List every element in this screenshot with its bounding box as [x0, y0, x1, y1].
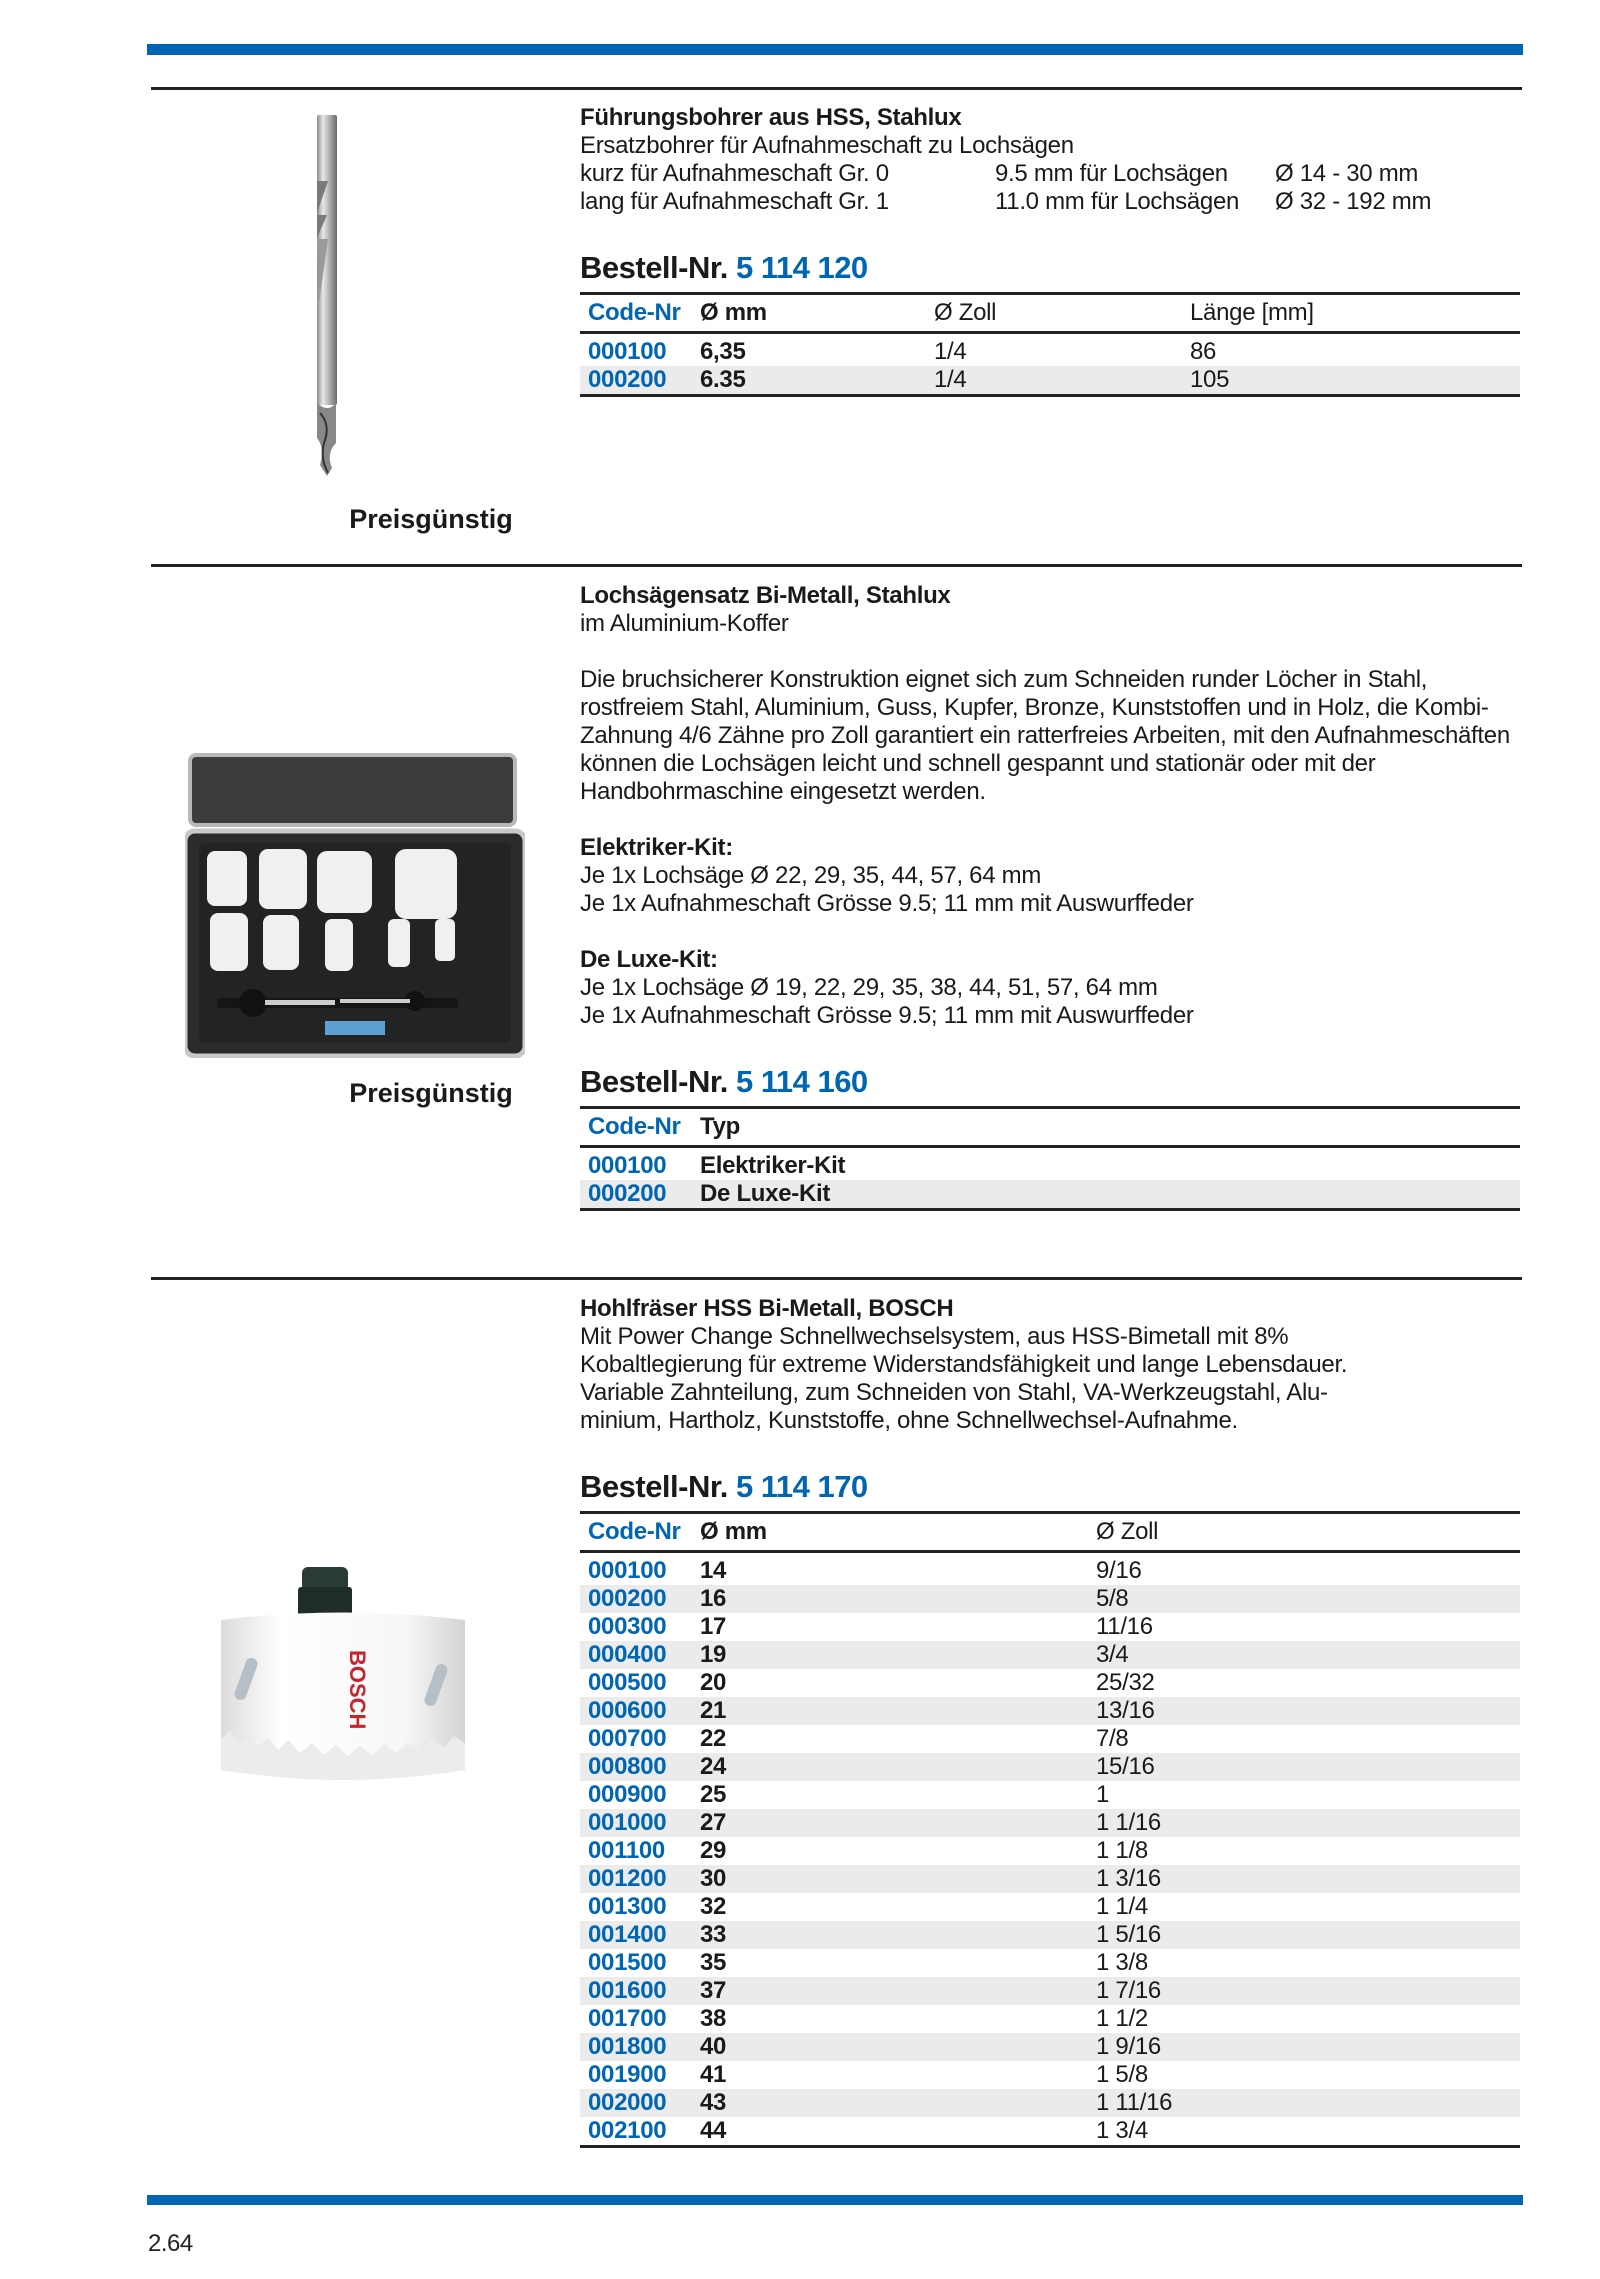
- order-label: Bestell-Nr.: [580, 1469, 728, 1504]
- section-divider: [151, 1277, 1522, 1280]
- code-cell: 001800: [580, 2033, 692, 2061]
- table-row: [580, 1809, 1520, 1837]
- inch-cell: 1/4: [934, 338, 967, 365]
- inch-cell: 11/16: [1096, 1613, 1153, 1640]
- inch-cell: 1 7/16: [1088, 1977, 1520, 2005]
- col-header-mm: Ø mm: [700, 299, 767, 326]
- code-cell: 001000: [580, 1809, 692, 1837]
- code-cell: 001700: [588, 2005, 667, 2032]
- spec-shaft: 9.5 mm für Lochsägen: [995, 160, 1228, 187]
- inch-cell: 1 9/16: [1088, 2033, 1520, 2061]
- code-cell: 000500: [588, 1669, 667, 1696]
- table-row: [580, 1669, 1520, 1697]
- inch-cell: 3/4: [1088, 1641, 1520, 1669]
- mm-cell: 6.35: [692, 366, 926, 396]
- table-row: [580, 2061, 1520, 2089]
- table-row: [580, 1893, 1520, 1921]
- inch-cell: 1: [1096, 1781, 1110, 1808]
- code-cell: 000700: [588, 1725, 667, 1752]
- table-row: [580, 1585, 1520, 1613]
- code-cell: 001600: [580, 1977, 692, 2005]
- product-subtitle: Ersatzbohrer für Aufnahmeschaft zu Lochsägen: [580, 132, 1074, 159]
- table-row: [580, 1147, 1520, 1181]
- table-row: [580, 2089, 1520, 2117]
- code-cell: 000600: [580, 1697, 692, 1725]
- spec-label: lang für Aufnahmeschaft Gr. 1: [580, 188, 889, 215]
- section-divider: [151, 87, 1522, 90]
- table-row: [580, 1180, 1520, 1210]
- code-cell: 000100: [588, 1557, 667, 1584]
- mm-cell: 27: [692, 1809, 1088, 1837]
- product-description-line: Variable Zahnteilung, zum Schneiden von Stahl, VA-Werkzeugstahl, Alu-: [580, 1379, 1328, 1406]
- kit-title: De Luxe-Kit:: [580, 946, 718, 973]
- code-cell: 000400: [580, 1641, 692, 1669]
- col-header-code: Code-Nr: [588, 299, 681, 326]
- order-number: 5 114 160: [735, 1064, 868, 1099]
- mm-cell: 25: [700, 1781, 727, 1808]
- inch-cell: 1 1/8: [1096, 1837, 1148, 1864]
- mm-cell: 38: [700, 2005, 727, 2032]
- length-cell: 105: [1182, 366, 1520, 396]
- table-row: [580, 1725, 1520, 1753]
- table-row: [580, 2033, 1520, 2061]
- table-row: [580, 1552, 1520, 1586]
- order-number-heading: [580, 1064, 1520, 1100]
- mm-cell: 43: [692, 2089, 1088, 2117]
- table-row: [580, 1837, 1520, 1865]
- order-number-heading: [580, 1469, 1520, 1505]
- code-cell: 002000: [580, 2089, 692, 2117]
- table-row: [580, 2005, 1520, 2033]
- kit-title: Elektriker-Kit:: [580, 834, 733, 861]
- order-number: 5 114 120: [735, 250, 868, 285]
- table-row: [580, 1697, 1520, 1725]
- mm-cell: 29: [700, 1837, 727, 1864]
- footer-accent-bar: [147, 2195, 1523, 2205]
- product-subtitle: im Aluminium-Koffer: [580, 610, 789, 637]
- code-cell: 000300: [588, 1613, 667, 1640]
- col-header-mm: Ø mm: [700, 1518, 767, 1545]
- order-number-heading: [580, 250, 1520, 286]
- inch-cell: 1 1/16: [1088, 1809, 1520, 1837]
- mm-cell: 17: [700, 1613, 727, 1640]
- product-description-line: Kobaltlegierung für extreme Widerstandsfähigkeit und lange Lebensdauer.: [580, 1351, 1348, 1378]
- inch-cell: 1 1/4: [1096, 1893, 1148, 1920]
- mm-cell: 22: [700, 1725, 727, 1752]
- mm-cell: 21: [692, 1697, 1088, 1725]
- table-row: [580, 1865, 1520, 1893]
- code-cell: 000800: [580, 1753, 692, 1781]
- product-description-line: Mit Power Change Schnellwechselsystem, aus HSS-Bimetall mit 8%: [580, 1323, 1289, 1350]
- table-row: [580, 1781, 1520, 1809]
- code-cell: 001900: [588, 2061, 667, 2088]
- mm-cell: 40: [692, 2033, 1088, 2061]
- product-table: [580, 292, 1520, 397]
- table-row: [580, 1949, 1520, 1977]
- inch-cell: 1 5/8: [1096, 2061, 1148, 2088]
- col-header-inch: Ø Zoll: [934, 299, 997, 326]
- header-accent-bar: [147, 44, 1523, 55]
- inch-cell: 1 3/16: [1088, 1865, 1520, 1893]
- code-cell: 001200: [580, 1865, 692, 1893]
- price-badge: Preisgünstig: [349, 1078, 513, 1108]
- inch-cell: 1/4: [926, 366, 1182, 396]
- table-row: [580, 1613, 1520, 1641]
- spec-range: Ø 14 - 30 mm: [1275, 160, 1419, 187]
- spec-range: Ø 32 - 192 mm: [1275, 188, 1432, 215]
- order-label: Bestell-Nr.: [580, 250, 728, 285]
- inch-cell: 25/32: [1096, 1669, 1155, 1696]
- col-header-length: Länge [mm]: [1190, 299, 1314, 326]
- code-cell: 002100: [588, 2117, 667, 2144]
- mm-cell: 24: [692, 1753, 1088, 1781]
- mm-cell: 30: [692, 1865, 1088, 1893]
- code-cell: 000900: [588, 1781, 667, 1808]
- code-cell: 001500: [588, 1949, 667, 1976]
- section-divider: [151, 564, 1522, 567]
- table-row: [580, 1977, 1520, 2005]
- mm-cell: 35: [700, 1949, 727, 1976]
- mm-cell: 32: [700, 1893, 727, 1920]
- type-cell: De Luxe-Kit: [692, 1180, 1520, 1210]
- price-badge: Preisgünstig: [349, 504, 513, 534]
- mm-cell: 16: [692, 1585, 1088, 1613]
- mm-cell: 33: [692, 1921, 1088, 1949]
- spec-label: kurz für Aufnahmeschaft Gr. 0: [580, 160, 889, 187]
- table-row: [580, 2117, 1520, 2147]
- code-cell: 000100: [588, 338, 667, 365]
- length-cell: 86: [1190, 338, 1217, 365]
- inch-cell: 1 11/16: [1088, 2089, 1520, 2117]
- inch-cell: 1 1/2: [1096, 2005, 1148, 2032]
- product-description-line: minium, Hartholz, Kunststoffe, ohne Schnellwechsel-Aufnahme.: [580, 1407, 1238, 1434]
- order-number: 5 114 170: [735, 1469, 868, 1504]
- bosch-hole-saw-icon: [218, 1565, 468, 1790]
- code-cell: 000100: [588, 1152, 667, 1179]
- order-label: Bestell-Nr.: [580, 1064, 728, 1099]
- product-description: Die bruchsicherer Konstruktion eignet sich zum Schneiden runder Löcher in Stahl, rostfreiem Stahl, Aluminium, Guss, Kupfer, Bronze, Kunststoffen und in Holz, die Kombi-Zahnung 4/6 Zähne pro Zoll garantiert ein ratterfreies Arbeiten, mit den Aufnahmeschäften können die Lochsägen leicht und schnell gespannt und stationär oder mit der Handbohrmaschine eingesetzt werden.: [580, 666, 1510, 805]
- code-cell: 001400: [580, 1921, 692, 1949]
- mm-cell: 14: [700, 1557, 727, 1584]
- col-header-code: Code-Nr: [588, 1518, 681, 1545]
- mm-cell: 44: [700, 2117, 727, 2144]
- kit-line: Je 1x Lochsäge Ø 19, 22, 29, 35, 38, 44, 51, 57, 64 mm: [580, 974, 1158, 1001]
- inch-cell: 9/16: [1096, 1557, 1142, 1584]
- mm-cell: 6,35: [700, 338, 746, 365]
- stahlux-logo: [325, 1021, 385, 1035]
- kit-line: Je 1x Aufnahmeschaft Grösse 9.5; 11 mm mit Auswurffeder: [580, 1002, 1194, 1029]
- product-title: Hohlfräser HSS Bi-Metall, BOSCH: [580, 1295, 954, 1322]
- product-title: Lochsägensatz Bi-Metall, Stahlux: [580, 582, 951, 609]
- inch-cell: 1 5/16: [1088, 1921, 1520, 1949]
- table-row: [580, 333, 1520, 367]
- col-header-code: Code-Nr: [588, 1113, 681, 1140]
- hole-saw-case-icon: [185, 753, 525, 1058]
- mm-cell: 37: [692, 1977, 1088, 2005]
- inch-cell: 13/16: [1088, 1697, 1520, 1725]
- type-cell: Elektriker-Kit: [700, 1152, 846, 1179]
- table-row: [580, 366, 1520, 396]
- code-cell: 000200: [580, 1585, 692, 1613]
- inch-cell: 15/16: [1088, 1753, 1520, 1781]
- inch-cell: 1 3/4: [1096, 2117, 1148, 2144]
- table-row: [580, 1753, 1520, 1781]
- col-header-inch: Ø Zoll: [1096, 1518, 1159, 1545]
- product-table: [580, 1106, 1520, 1211]
- spec-row: [580, 160, 1520, 188]
- inch-cell: 7/8: [1096, 1725, 1129, 1752]
- inch-cell: 1 3/8: [1096, 1949, 1148, 1976]
- bosch-logo: BOSCH: [345, 1650, 370, 1730]
- product-table: [580, 1511, 1520, 2148]
- spec-row: [580, 188, 1520, 216]
- spec-shaft: 11.0 mm für Lochsägen: [995, 188, 1240, 215]
- table-row: [580, 1641, 1520, 1669]
- mm-cell: 41: [700, 2061, 727, 2088]
- code-cell: 001100: [588, 1837, 665, 1864]
- mm-cell: 20: [700, 1669, 727, 1696]
- kit-line: Je 1x Aufnahmeschaft Grösse 9.5; 11 mm mit Auswurffeder: [580, 890, 1194, 917]
- code-cell: 000200: [580, 1180, 692, 1210]
- col-header-type: Typ: [700, 1113, 740, 1140]
- table-row: [580, 1921, 1520, 1949]
- inch-cell: 5/8: [1088, 1585, 1520, 1613]
- product-title: Führungsbohrer aus HSS, Stahlux: [580, 104, 962, 131]
- page-number: 2.64: [148, 2230, 193, 2257]
- mm-cell: 19: [692, 1641, 1088, 1669]
- kit-line: Je 1x Lochsäge Ø 22, 29, 35, 44, 57, 64 mm: [580, 862, 1042, 889]
- pilot-drill-icon: [316, 113, 338, 478]
- code-cell: 001300: [588, 1893, 667, 1920]
- code-cell: 000200: [580, 366, 692, 396]
